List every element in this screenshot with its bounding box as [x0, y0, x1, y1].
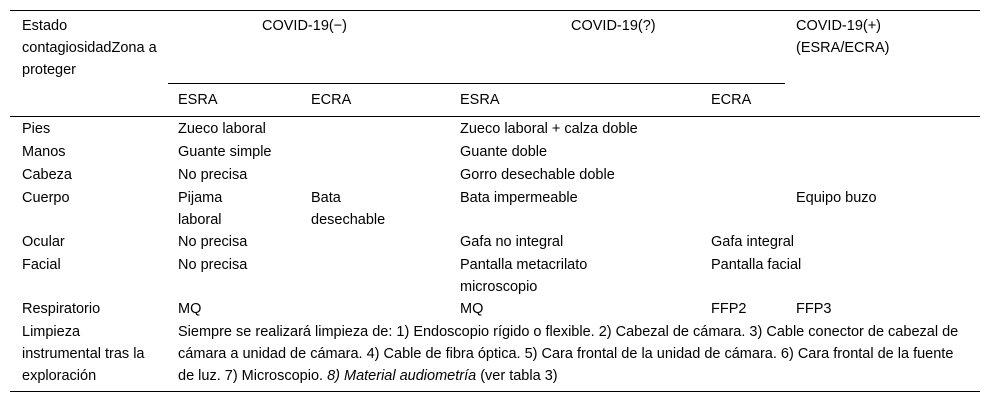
subheader-ecra-unknown: ECRA — [711, 92, 752, 108]
cell-ocular-unk-ecra: Gafa integral — [711, 234, 795, 250]
row-label-facial: Facial — [22, 257, 61, 273]
limpieza-suffix-text: (ver tabla 3) — [480, 368, 558, 384]
cell-ocular-neg-esra: No precisa — [178, 234, 248, 250]
cell-ocular-unk-esra: Gafa no integral — [460, 234, 564, 250]
header-corner: Estado contagiosidadZona a proteger — [22, 18, 157, 78]
row-label-respiratorio: Respiratorio — [22, 301, 101, 317]
subheader-ecra-negative: ECRA — [311, 92, 352, 108]
header-covid-positive: COVID-19(+) (ESRA/ECRA) — [796, 18, 890, 56]
table-top-rule — [10, 10, 980, 11]
cell-pies-neg-esra: Zueco laboral — [178, 121, 266, 137]
cell-cabeza-unk-esra: Gorro desechable doble — [460, 167, 615, 183]
cell-manos-neg-esra: Guante simple — [178, 144, 272, 160]
cell-pies-unk-esra: Zueco laboral + calza doble — [460, 121, 638, 137]
row-label-limpieza: Limpieza instrumental tras la exploración — [22, 324, 145, 384]
row-label-ocular: Ocular — [22, 234, 65, 250]
cell-cuerpo-neg-ecra: Bata desechable — [311, 190, 386, 228]
row-label-pies: Pies — [22, 121, 51, 137]
cell-respiratorio-unk-esra: MQ — [460, 301, 484, 317]
cell-cabeza-neg-esra: No precisa — [178, 167, 248, 183]
cell-facial-unk-ecra: Pantalla facial — [711, 257, 802, 273]
row-label-manos: Manos — [22, 144, 66, 160]
subheader-esra-unknown: ESRA — [460, 92, 500, 108]
subheader-esra-negative: ESRA — [178, 92, 218, 108]
cell-respiratorio-neg-esra: MQ — [178, 301, 202, 317]
subheader-rule — [168, 83, 785, 84]
cell-manos-unk-esra: Guante doble — [460, 144, 548, 160]
cell-respiratorio-pos: FFP3 — [796, 301, 832, 317]
row-label-cabeza: Cabeza — [22, 167, 72, 183]
limpieza-main-text: Siempre se realizará limpieza de: 1) Endoscopio rígido o flexible. 2) Cabezal de cámara. 3) Cable conector de cabezal de cámara a unidad de cámara. 4) Cable de fibra óptica. 5) Cara frontal de la unidad de cámara. 6) Cara frontal de la fuente de luz. 7) Microscopio. — [178, 324, 959, 384]
cell-limpieza-text — [178, 321, 968, 387]
row-label-cuerpo: Cuerpo — [22, 190, 70, 206]
cell-facial-neg-esra: No precisa — [178, 257, 248, 273]
cell-cuerpo-pos: Equipo buzo — [796, 190, 877, 206]
cell-facial-unk-esra: Pantalla metacrilato microscopio — [460, 257, 588, 295]
cell-cuerpo-unk-esra: Bata impermeable — [460, 190, 578, 206]
header-bottom-rule — [10, 116, 980, 117]
header-covid-negative: COVID-19(−) — [262, 18, 348, 34]
cell-respiratorio-unk-ecra: FFP2 — [711, 301, 747, 317]
limpieza-italic-text: 8) Material audiometría — [327, 368, 477, 384]
cell-cuerpo-neg-esra: Pijama laboral — [178, 190, 223, 228]
header-covid-unknown: COVID-19(?) — [571, 18, 656, 34]
table-bottom-rule — [10, 391, 980, 392]
